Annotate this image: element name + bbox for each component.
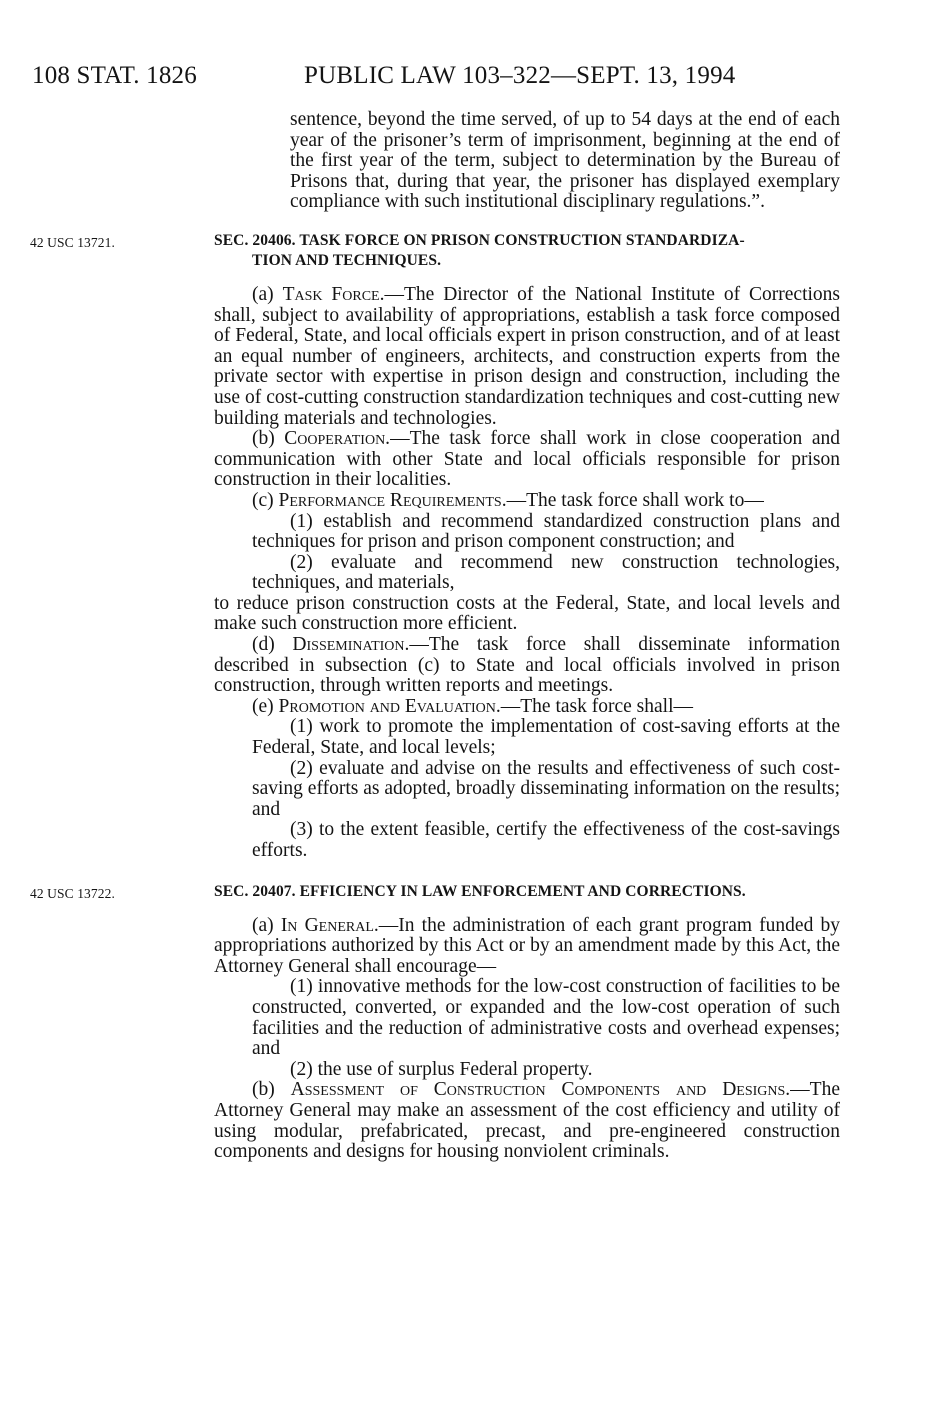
paragraph-20406-c-tail: to reduce prison construction costs at the Federal, State, and local levels and make such construction more efficient.	[214, 592, 840, 635]
subsection-heading: Dissemination.	[292, 634, 410, 656]
subsection-heading: Assessment of Construction Components and Designs.	[290, 1079, 791, 1101]
subsection-text: —The task force shall disseminate information described in subsection (c) to State and local officials involved in prison construction, through written reports and meetings.	[214, 634, 840, 697]
subsection-label: (e)	[252, 695, 279, 717]
subsection-heading: In General.	[280, 914, 379, 936]
section-20407-heading	[30, 882, 840, 902]
subsection-text: —The task force shall work in close cooperation and communication with other State and local officials responsible for prison construction in their localities.	[214, 428, 840, 491]
subsection-heading: Promotion and Evaluation.	[278, 695, 501, 717]
subsection-label: (a)	[252, 283, 283, 305]
subsection-label: (c)	[252, 489, 279, 511]
subsection-20407-a	[214, 916, 840, 978]
subsection-label: (d)	[252, 634, 293, 656]
margin-citation-13721: 42 USC 13721.	[30, 234, 115, 250]
paragraph-20406-c-2: (2) evaluate and recommend new construction technologies, techniques, and materials,	[252, 551, 840, 594]
section-20407-heading-text: SEC. 20407. EFFICIENCY IN LAW ENFORCEMENT AND CORRECTIONS.	[214, 882, 746, 900]
subsection-text: —The task force shall—	[500, 695, 693, 717]
paragraph-20406-e-3: (3) to the extent feasible, certify the effectiveness of the cost-savings efforts.	[252, 819, 840, 861]
subsection-heading: Performance Requirements.	[278, 489, 507, 511]
subsection-heading: Cooperation.	[284, 428, 391, 450]
subsection-heading: Task Force.	[282, 283, 385, 305]
subsection-text: —In the administration of each grant program funded by appropriations authorized by this Act or by an amendment made by this Act, the Attorney General shall encourage—	[214, 914, 840, 977]
subsection-text: —The Attorney General may make an assessment of the cost efficiency and utility of using modular, prefabricated, precast, and pre-engineered construction components and designs for housing nonviolent criminals.	[214, 1079, 840, 1163]
running-title: PUBLIC LAW 103–322—SEPT. 13, 1994	[304, 62, 736, 89]
subsection-text: —The Director of the National Institute of Corrections shall, subject to availability of appropriations, establish a task force composed of Federal, State, and local officials expert in prison construction, and of at least an equal number of engineers, architects, and construction experts from the private sector with expertise in prison design and construction, including the use of cost-cutting construction standardization techniques and cost-cutting new building materials and technologies.	[214, 283, 840, 429]
intro-paragraph: sentence, beyond the time served, of up to 54 days at the end of each year of the prisoner’s term of imprisonment, beginning at the end of the first year of the term, subject to determination by the Bureau of Prisons that, during that year, the prisoner has displayed exemplary compliance with such institutional disciplinary regulations.”.	[290, 109, 840, 213]
paragraph-20407-a-1: (1) innovative methods for the low-cost construction of facilities to be constructed, converted, or expanded and the low-cost operation of such facilities and the reduction of administrative costs and overhead expenses; and	[252, 976, 840, 1060]
paragraph-20406-e-1: (1) work to promote the implementation of cost-saving efforts at the Federal, State, and local levels;	[252, 716, 840, 759]
subsection-20406-e	[214, 697, 840, 718]
section-20406-heading	[30, 231, 840, 271]
section-20406-heading-line2: TION AND TECHNIQUES.	[252, 251, 442, 269]
subsection-label: (b)	[252, 428, 285, 450]
subsection-label: (b)	[252, 1079, 291, 1101]
subsection-20406-b	[214, 429, 840, 491]
paragraph-20406-e-2: (2) evaluate and advise on the results and effectiveness of such cost-saving efforts as adopted, broadly disseminating information on the results; and	[252, 757, 840, 820]
subsection-20406-a	[214, 285, 840, 429]
paragraph-20407-a-2: (2) the use of surplus Federal property.	[290, 1058, 593, 1080]
paragraph-20406-c-1: (1) establish and recommend standardized construction plans and techniques for prison and prison component construction; and	[252, 510, 840, 553]
statute-page-code: 108 STAT. 1826	[32, 62, 197, 89]
subsection-text: —The task force shall work to—	[506, 489, 764, 511]
subsection-20406-d	[214, 635, 840, 697]
subsection-20407-b	[214, 1080, 840, 1162]
margin-citation-13722: 42 USC 13722.	[30, 885, 115, 901]
subsection-label: (a)	[252, 914, 281, 936]
subsection-20406-c	[214, 491, 840, 512]
body-text	[30, 109, 840, 1163]
section-20406-heading-line1: SEC. 20406. TASK FORCE ON PRISON CONSTRUCTION STANDARDIZA-	[214, 231, 745, 249]
